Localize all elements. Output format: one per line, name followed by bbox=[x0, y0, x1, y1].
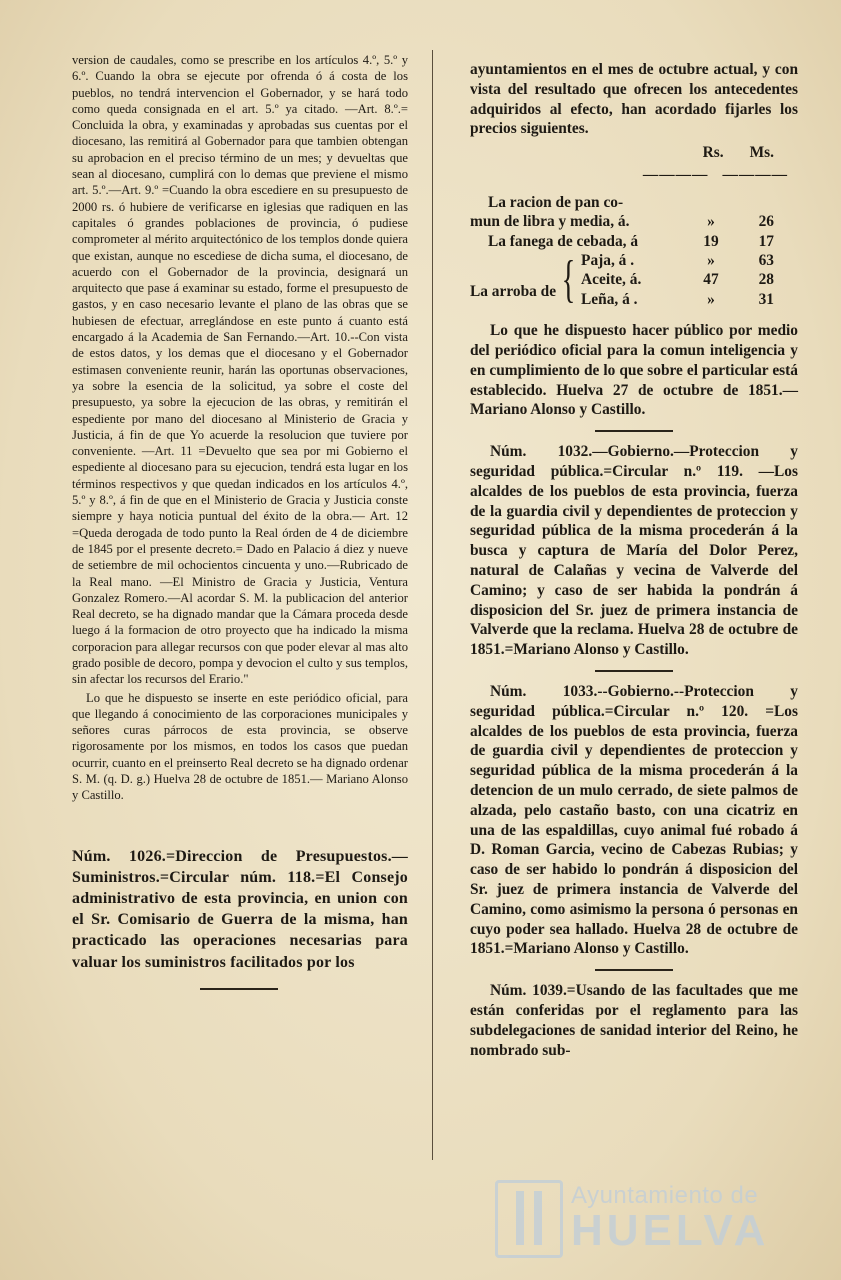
row-rs: » bbox=[707, 290, 715, 308]
section-divider bbox=[595, 670, 673, 672]
row-label: Leña, á . bbox=[581, 290, 638, 308]
section-divider bbox=[200, 988, 278, 990]
watermark-bottom-text: HUELVA bbox=[571, 1206, 770, 1255]
row-label: Paja, á . bbox=[581, 252, 635, 269]
notice-1039: Núm. 1039.=Usando de las facultades que me están conferidas por el reglamento para las subdelegaciones de sanidad interior del Reino, he nombrado sub- bbox=[470, 982, 798, 1059]
price-table-header bbox=[470, 143, 798, 163]
row-rs: » bbox=[707, 213, 715, 231]
header-ms: Ms. bbox=[749, 144, 774, 162]
row-label: mun de libra y media, á. bbox=[470, 213, 630, 231]
row-ms: 26 bbox=[758, 213, 774, 231]
right-column bbox=[470, 60, 798, 1060]
row-rs bbox=[688, 193, 734, 212]
row-ms bbox=[734, 193, 788, 212]
archive-building-icon bbox=[495, 1180, 563, 1258]
row-rs: 47 bbox=[703, 271, 719, 289]
circular-1026: Núm. 1026.=Direccion de Presupuestos.—Suministros.=Circular núm. 118.=El Consejo administrativo de esta provincia, en union con el Sr. Comisario de Guerra de la misma, han practicado las operaciones necesarias para valuar los suministros facilitados por los bbox=[72, 847, 408, 971]
brace-glyph: { bbox=[561, 251, 576, 309]
header-rs: Rs. bbox=[702, 144, 724, 162]
row-label: Aceite, á. bbox=[581, 271, 642, 289]
circular-1033: Núm. 1033.--Gobierno.--Proteccion y seguridad pública.=Circular n.º 120. =Los alcaldes de los pueblos de esta provincia, fuerza de guardia civil y dependientes de proteccion y seguridad pública de la misma procederán á la detencion de un mulo cerrado, de siete palmos de alzada, pelo castaño basto, con una cicatriz en una de las espaldillas, cuyo animal fué robado á D. Roman Garcia, vecino de Cabezas Rubias; y caso de ser habido lo pondrán á disposicion del Sr. juez de primera instancia de Valverde del Camino, como asimismo la persona ó personas en cuyo poder sea hallado. Huelva 28 de octubre de 1851.=Mariano Alonso y Castillo. bbox=[470, 682, 798, 958]
section-divider bbox=[595, 969, 673, 971]
row-rs: » bbox=[707, 252, 715, 269]
price-notice: Lo que he dispuesto hacer público por medio del periódico oficial para la comun inteligencia y en cumplimiento de lo que sobre el particular está establecido. Huelva 27 de octubre de 1851.—Mariano Alonso y Castillo. bbox=[470, 322, 798, 419]
publication-notice: Lo que he dispuesto se inserte en este periódico oficial, para que llegando á conocimiento de las corporaciones municipales y señores curas párrocos de esta provincia, se observe rigorosamente por los mismos, en todos los casos que puedan ocurrir, cuanto en el preinserto Real decreto se ha dignado ordenar S. M. (q. D. g.) Huelva 28 de octubre de 1851.— Mariano Alonso y Castillo. bbox=[72, 690, 408, 803]
dash-ms: ———— bbox=[722, 165, 788, 183]
row-rs: 19 bbox=[703, 232, 719, 250]
decree-text: version de caudales, como se prescribe en los artículos 4.º, 5.º y 6.º. Cuando la obra se ejecute por ofrenda ó á costa de los pueblos, no tendrá intervencion el Gobernador, y se hará todo como queda consignada en el art. 5.º ya citado. —Art. 8.º.= Concluida la obra, y examinadas y aprobadas sus cuentas por el diocesano, las remitirá al Gobernador para que tambien obtengan su aprobacion en el preciso término de un mes; y devueltas que sean al diocesano, cumplirá con lo demas que previene el mismo art. 5.º.—Art. 9.º =Cuando la obra escediere en su presupuesto de 2000 rs. ó hubiere de verificarse en iglesias que radiquen en las capitales ó grandes poblaciones de provincia, ó pudiese comprometer al mérito arquitectónico de los templos donde quiera que existan, aunque no escediese de dicha suma, el diocesano, de acuerdo con el Gobernador de la provincia, designará un arquitecto que pase á examinar su estado, forme el presupuesto de gastos, y en caso necesario levante el plano de las obras que se hubiesen de efectuar, arreglándose en este punto á cuanto está encargado á la Academia de San Fernando.—Art. 10.--Con vista de estos datos, y los demas que el diocesano y el Gobernador estimasen conveniente reunir, harán las oportunas observaciones, ya sobre la esencia de la solicitud, ya sobre el coste del presupuesto, ya sobre la ejecucion de las obras, y remitirán el espediente por mano del diocesano al Ministerio de Gracia y Justicia, á fin de que Yo acuerde la resolucion que tuviere por conveniente. —Art. 11 =Devuelto que sea por mi Gobierno el espediente al diocesano para su ejecucion, tendrá esta lugar en los términos respectivos y que quedan indicados en los artículos 4.º, 5.º y 8.º, á fin de que en el Ministerio de Gracia y Justicia conste siempre y haya noticia puntual del éxito de la obra.— Art. 12 =Queda derogada de todo punto la Real órden de 4 de diciembre de 1845 por el presente decreto.= Dado en Palacio á diez y nueve de setiembre de mil ochocientos cincuenta y uno.—Rubricado de la Real mano. —El Ministro de Gracia y Justicia, Ventura Gonzalez Romero.—Al acordar S. M. la publicacion del anterior Real decreto, se ha dignado mandar que la Cámara proceda desde luego á la formacion de otro proyecto que ha indicado la misma corporacion para allegar recursos con que poder elevar al mas alto grado posible de decoro, pompa y devocion el culto y sus templos, sin afectar los recursos del Erario." bbox=[72, 53, 408, 687]
table-row bbox=[470, 251, 788, 270]
section-divider bbox=[595, 430, 673, 432]
dash-rs: ———— bbox=[642, 165, 709, 183]
group-cell bbox=[470, 251, 581, 309]
table-row bbox=[470, 232, 788, 251]
group-label: La arroba de bbox=[470, 283, 557, 301]
left-column bbox=[72, 52, 408, 973]
row-ms: 28 bbox=[758, 271, 774, 289]
circular-1026-continued: ayuntamientos en el mes de octubre actual, y con vista del resultado que ofrecen los antecedentes adquiridos al efecto, han acordado fijarles los precios siguientes. bbox=[470, 61, 798, 138]
table-row bbox=[470, 193, 788, 212]
price-table bbox=[470, 193, 788, 309]
row-ms: 31 bbox=[758, 290, 774, 308]
watermark-top-text: Ayuntamiento de bbox=[571, 1182, 759, 1209]
row-label: La racion de pan co- bbox=[488, 193, 624, 211]
row-label: La fanega de cebada, á bbox=[488, 232, 639, 250]
row-ms: 63 bbox=[758, 252, 774, 269]
column-rule bbox=[432, 50, 433, 1160]
table-row bbox=[470, 212, 788, 231]
row-ms: 17 bbox=[758, 232, 774, 250]
circular-1032: Núm. 1032.—Gobierno.—Proteccion y seguridad pública.=Circular n.º 119. —Los alcaldes de los pueblos de esta provincia, fuerza de la guardia civil y dependientes de proteccion y seguridad pública de la misma procederán á la busca y captura de María del Dolor Perez, natural de Calañas y vecina de Valverde del Camino; y caso de ser habida la pondrán á disposicion del Sr. juez de primera instancia de Valverde que la reclama. Huelva 28 de octubre de 1851.=Mariano Alonso y Castillo. bbox=[470, 443, 798, 659]
price-table-rule bbox=[470, 165, 798, 185]
archive-watermark bbox=[495, 1180, 795, 1260]
